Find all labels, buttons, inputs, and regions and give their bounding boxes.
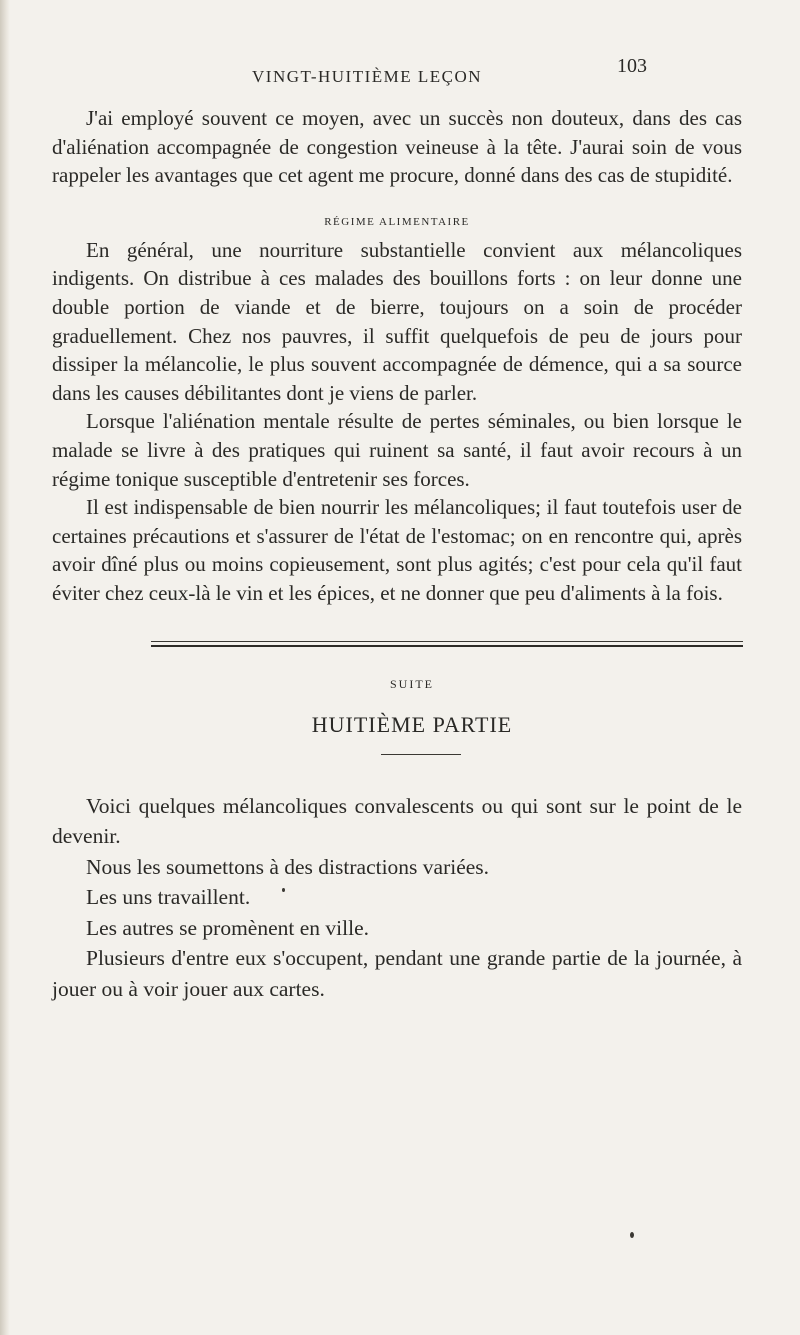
double-rule-divider [52, 641, 742, 647]
part-paragraph-promenent: Les autres se promènent en ville. [86, 915, 369, 940]
divider-line-thin [151, 641, 743, 642]
title-underline-rule [381, 754, 461, 755]
part-text [52, 791, 742, 1005]
page-number: 103 [617, 55, 647, 77]
ink-speck [630, 1232, 634, 1238]
paragraph-pertes-seminales: Lorsque l'aliénation mentale résulte de pertes séminales, ou bien lorsque le malade se livre à des pratiques qui ruinent sa santé, il faut avoir recours à un régime tonique susceptible d'entretenir ses forces. [52, 409, 742, 491]
part-paragraph-travaillent: Les uns travaillent. [86, 885, 251, 910]
part-title: HUITIÈME PARTIE [311, 711, 513, 737]
paragraph-stupidite: J'ai employé souvent ce moyen, avec un succès non douteux, dans des cas d'aliénation accompagnée de congestion veineuse à la tête. J'aurai soin de vous rappeler les avantages que cet agent me procure, donné dans des cas de stupidité. [52, 106, 742, 188]
paragraph-nourriture: En général, une nourriture substantielle convient aux mélancoliques indigents. On distribue à ces malades des bouillons forts : on leur donne une double portion de viande et de bierre, toujours on a soin de procéder graduellement. Chez nos pauvres, il suffit quelquefois de peu de jours pour dissiper la mélancolie, le plus souvent accompagnée de démence, qui a sa source dans les causes débilitantes dont je viens de parler. [52, 237, 742, 405]
book-gutter-shadow [0, 0, 10, 1335]
book-page [52, 55, 742, 1005]
part-paragraph-cartes: Plusieurs d'entre eux s'occupent, pendant une grande partie de la journée, à jouer ou à voir jouer aux cartes. [52, 946, 742, 1002]
part-paragraph-distractions: Nous les soumettons à des distractions variées. [86, 854, 490, 879]
suite-label: SUITE [390, 676, 434, 691]
divider-line-thick [151, 645, 743, 647]
paragraph-precautions: Il est indispensable de bien nourrir les mélancoliques; il faut toutefois user de certaines précautions et s'assurer de l'état de l'estomac; on en rencontre qui, après avoir dîné plus ou moins copieusement, sont plus agités; c'est pour cela qu'il faut éviter chez ceux-là le vin et les épices, et ne donner que peu d'aliments à la fois. [52, 495, 742, 605]
ink-speck [282, 888, 285, 892]
part-paragraph-convalescents: Voici quelques mélancoliques convalescents ou qui sont sur le point de le devenir. [52, 793, 742, 849]
running-header [52, 55, 742, 95]
section-heading-regime-alimentaire: RÉGIME ALIMENTAIRE [324, 215, 470, 228]
running-title: VINGT-HUITIÈME LEÇON [252, 67, 483, 86]
